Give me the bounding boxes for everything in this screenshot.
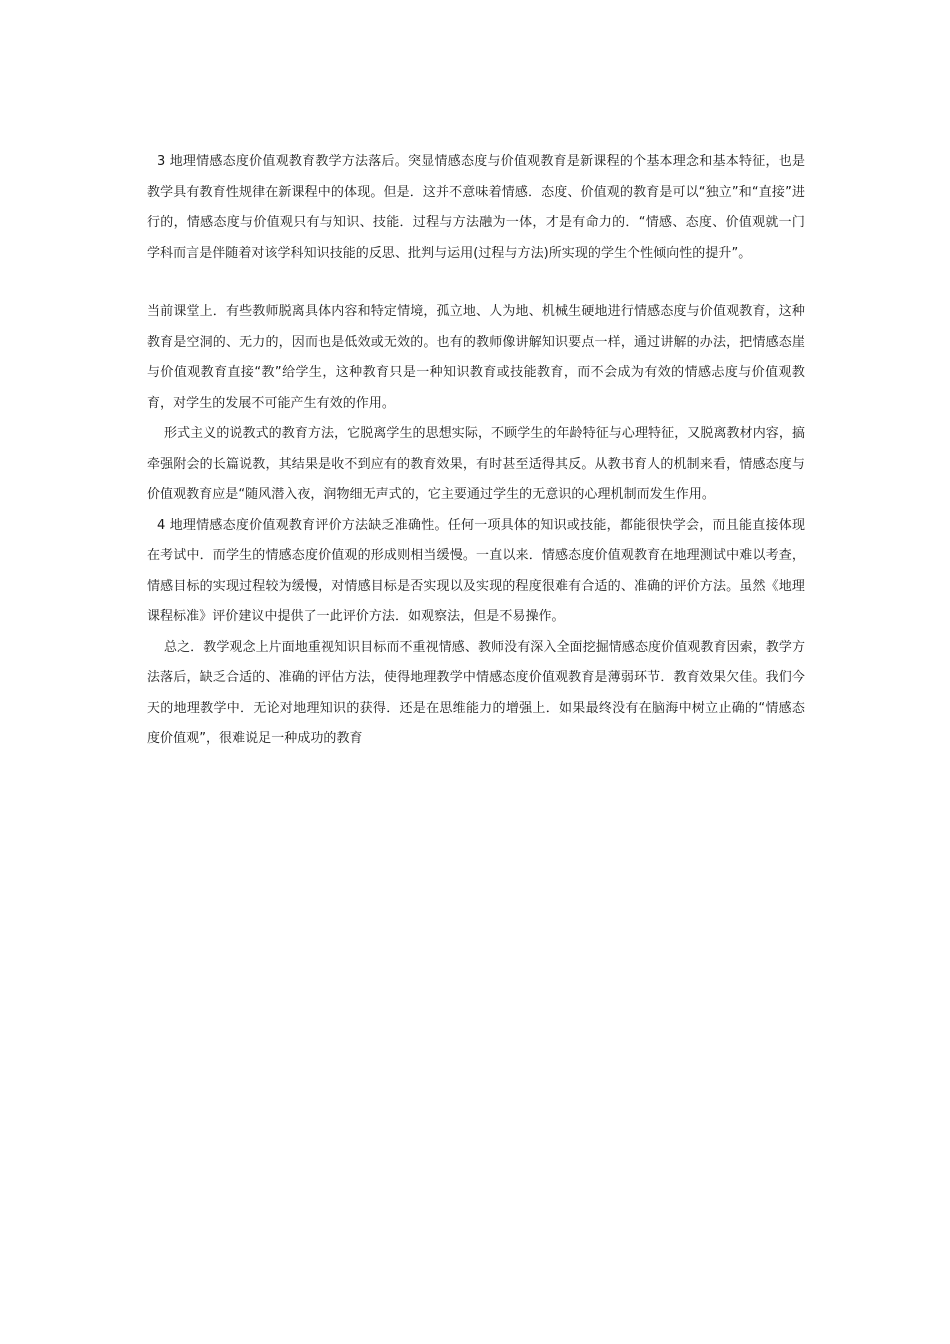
paragraph-formalism: 形式主义的说教式的教育方法，它脱离学生的思想实际，不顾学生的年龄特征与心理特征，又脱离教材内容，搞牵强附会的长篇说教，其结果是收不到应有的教育效果，有时甚至适得其反。从教书育人的机制来看，情感态度与价值观教育应是“随风潜入夜，润物细无声式的，它主要通过学生的无意识的心理机制而发生作用。: [147, 426, 805, 502]
paragraph-teaching-methods: 3 地理情感态度价值观教育教学方法落后。突显情感态度与价值观教育是新课程的个基本理念和基本特征，也是教学具有教育性规律在新课程中的体现。但是．这并不意味着情感．态度、价值观的教育是可以“独立”和“直接”进行的，情感态度与价值观只有与知识、技能．过程与方法融为一体，才是有命力的．“情感、态度、价值观就一门学科而言是伴随着对该学科知识技能的反思、批判与运用(过程与方法)所实现的学生个性倾向性的提升”。: [147, 154, 805, 261]
paragraph-summary: 总之．教学观念上片面地重视知识目标而不重视情感、教师没有深入全面挖掘情感态度价值观教育因索，教学方法落后，缺乏合适的、准确的评估方法，使得地理教学中情感态度价值观教育是薄弱环节．教育效果欠佳。我们今天的地理教学中．无论对地理知识的获得．还是在思维能力的增强上．如果最终没有在脑海中树立止确的“情感态度价值观”，很难说足一种成功的教育: [147, 639, 805, 746]
paragraph-current-classroom: 当前课堂上．有些教师脱离具体内容和特定情境，孤立地、人为地、机械生硬地进行情感态度与价值观教育，这种教育是空洞的、无力的，因而也是低效或无效的。也有的教师像讲解知识要点一样，通过讲解的办法，把情感态崖与价值观教育直接“教”给学生，这种教育只是一种知识教育或技能教育，而不会成为有效的情感忐度与价值观教育，对学生的发展不可能产生有效的作用。: [147, 304, 805, 411]
paragraph-evaluation-methods: 4 地理情感态度价值观教育评价方法缺乏准确性。任何一项具体的知识或技能，都能很快学会，而且能直接体现在考试中．而学生的情感态度价值观的形成则相当缓慢。一直以来．情感态度价值观教育在地理测试中难以考查，情感目标的实现过程较为缓慢，对情感目标是否实现以及实现的程度很难有合适的、准确的评价方法。虽然《地理课程标准》评价建议中提供了一此评价方法．如观察法，但是不易操作。: [147, 517, 805, 624]
document-body: [147, 147, 805, 755]
